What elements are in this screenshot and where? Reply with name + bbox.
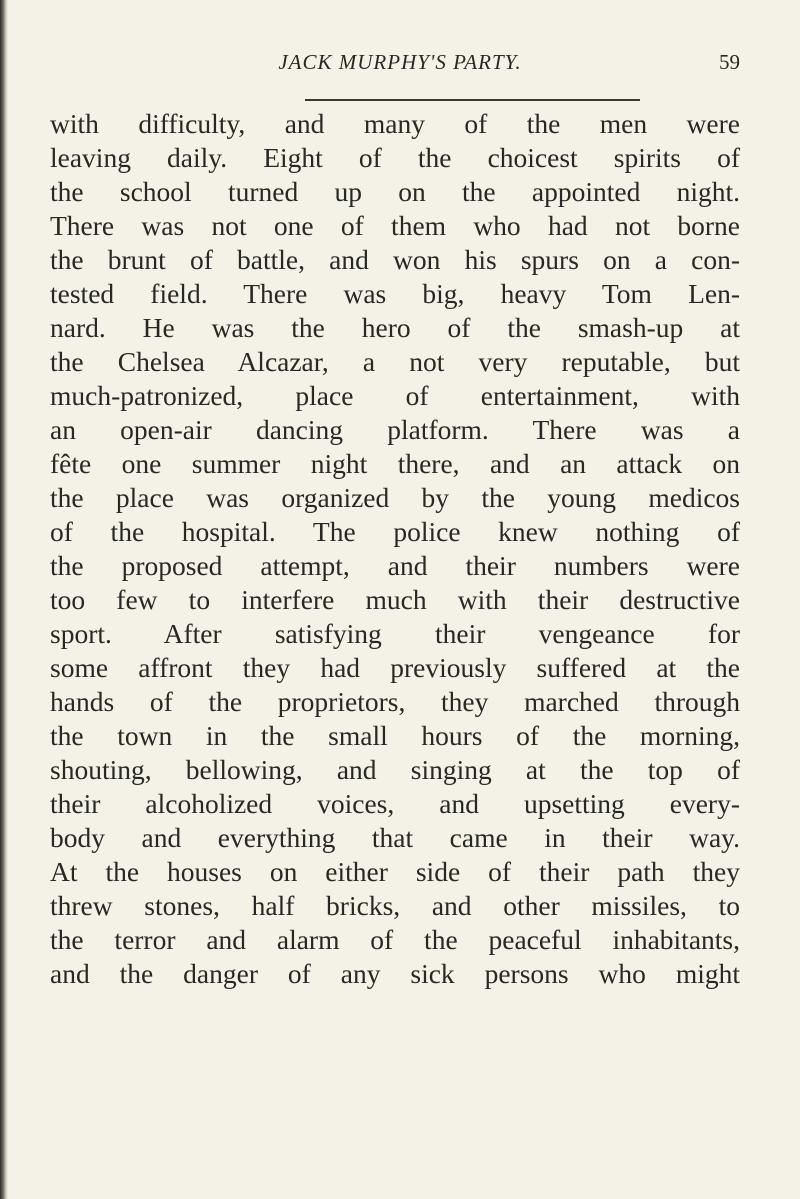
text-line: the proposed attempt, and their numbers were <box>50 550 740 581</box>
running-head <box>60 50 740 92</box>
text-line: threw stones, half bricks, and other missiles, to <box>50 890 740 921</box>
text-line: shouting, bellowing, and singing at the top of <box>50 754 740 785</box>
text-line: sport. After satisfying their vengeance for <box>50 618 740 649</box>
text-line: their alcoholized voices, and upsetting every- <box>50 788 740 819</box>
text-line: leaving daily. Eight of the choicest spirits of <box>50 142 740 173</box>
text-line: the place was organized by the young medicos <box>50 482 740 513</box>
text-line: tested field. There was big, heavy Tom Len- <box>50 278 740 309</box>
text-line: hands of the proprietors, they marched through <box>50 686 740 717</box>
text-line: and the danger of any sick persons who might <box>50 958 740 989</box>
text-line: the Chelsea Alcazar, a not very reputable, but <box>50 346 740 377</box>
text-line: an open-air dancing platform. There was a <box>50 414 740 445</box>
text-line: nard. He was the hero of the smash-up at <box>50 312 740 343</box>
text-line: the terror and alarm of the peaceful inhabitants, <box>50 924 740 955</box>
running-title: JACK MURPHY'S PARTY. <box>278 50 522 74</box>
header-rule <box>305 99 640 101</box>
text-line: too few to interfere much with their destructive <box>50 584 740 615</box>
text-line: of the hospital. The police knew nothing of <box>50 516 740 547</box>
text-line: At the houses on either side of their path they <box>50 856 740 887</box>
text-line: body and everything that came in their way. <box>50 822 740 853</box>
text-line: the town in the small hours of the morning, <box>50 720 740 751</box>
text-line: the school turned up on the appointed night. <box>50 176 740 207</box>
page-number: 59 <box>719 50 740 74</box>
text-line: much-patronized, place of entertainment, with <box>50 380 740 411</box>
text-line: some affront they had previously suffered at the <box>50 652 740 683</box>
book-spine-shadow <box>0 0 8 1199</box>
text-line: with difficulty, and many of the men were <box>50 108 740 139</box>
text-line: There was not one of them who had not borne <box>50 210 740 241</box>
text-line: fête one summer night there, and an attack on <box>50 448 740 479</box>
text-line: the brunt of battle, and won his spurs on a con- <box>50 244 740 275</box>
